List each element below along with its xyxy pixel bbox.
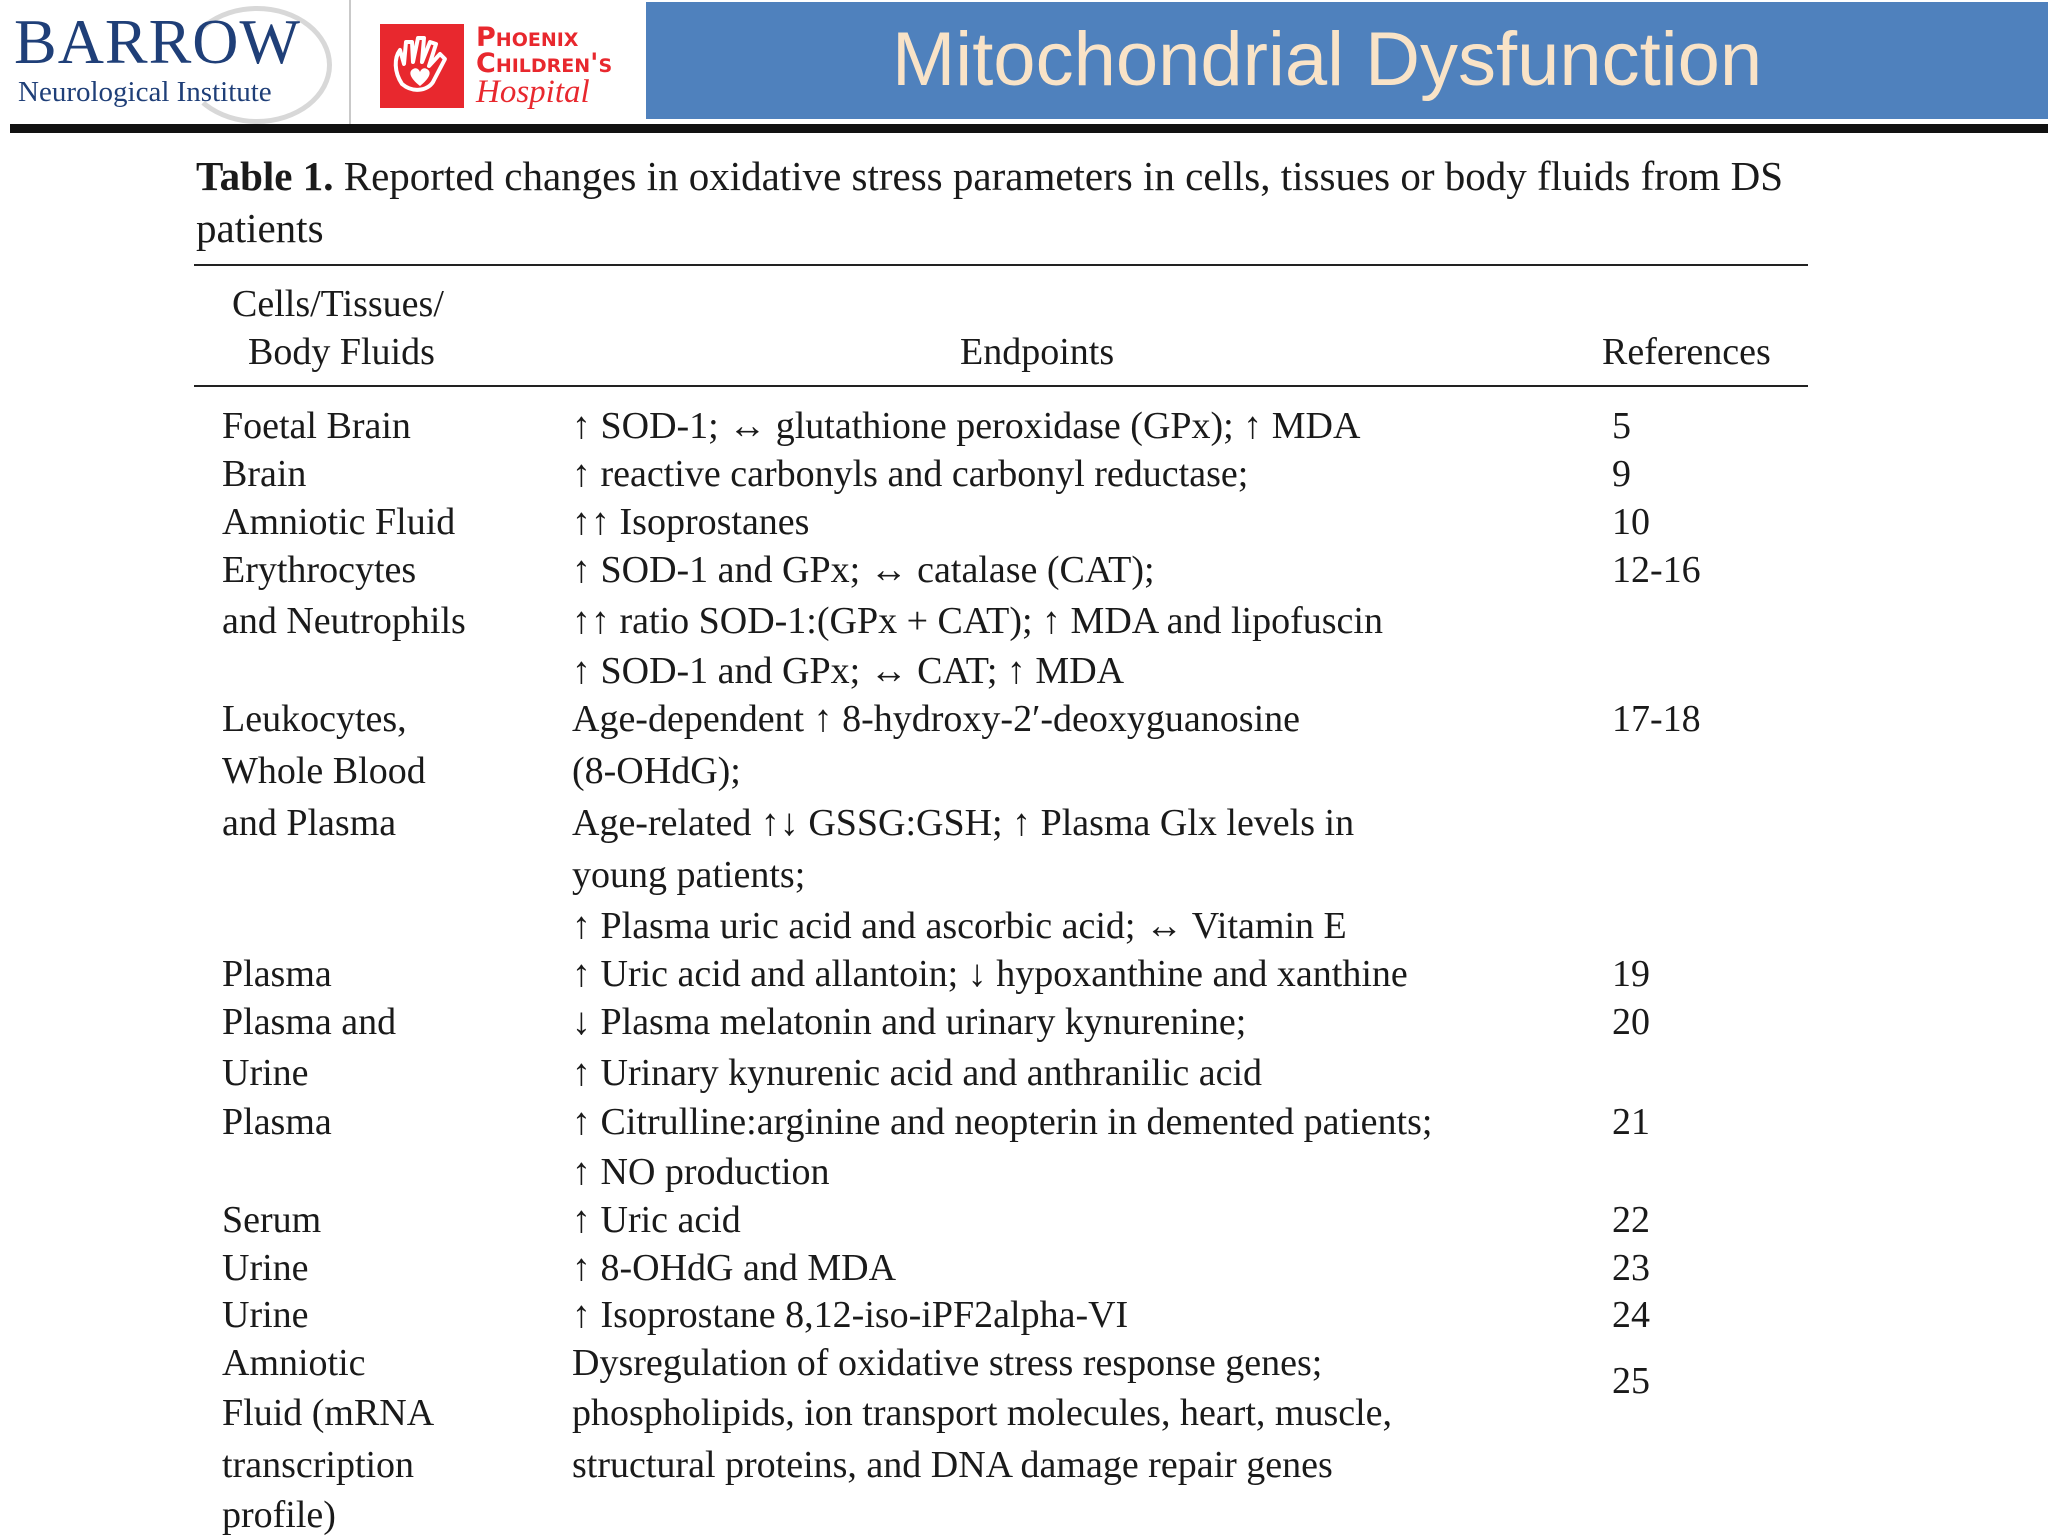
row-endpoint: ↑ reactive carbonyls and carbonyl reductase; [572, 453, 1249, 495]
hand-heart-icon [380, 24, 464, 108]
header-cells-tissues [232, 280, 444, 376]
table-caption [196, 150, 1836, 254]
row-endpoint: ↑ Uric acid [572, 1199, 741, 1241]
row-endpoint: ↑↑ Isoprostanes [572, 501, 810, 543]
row-reference: 5 [1612, 405, 1631, 447]
row-reference: 12-16 [1612, 549, 1701, 591]
row-reference: 23 [1612, 1247, 1650, 1289]
row-reference: 20 [1612, 1001, 1650, 1043]
row-endpoint: phospholipids, ion transport molecules, heart, muscle, [572, 1392, 1393, 1434]
row-cells: Urine [222, 1294, 309, 1336]
header-endpoints: Endpoints [960, 331, 1115, 373]
row-reference: 25 [1612, 1360, 1650, 1402]
row-reference: 9 [1612, 453, 1631, 495]
table-caption-text: Reported changes in oxidative stress parameters in cells, tissues or body fluids from DS patients [196, 153, 1783, 251]
row-reference: 24 [1612, 1294, 1650, 1336]
row-cells: profile) [222, 1494, 336, 1536]
row-endpoint: Age-related ↑↓ GSSG:GSH; ↑ Plasma Glx levels in [572, 802, 1355, 844]
row-endpoint: Age-dependent ↑ 8-hydroxy-2′-deoxyguanosine [572, 698, 1300, 740]
row-endpoint: ↑ Urinary kynurenic acid and anthranilic acid [572, 1052, 1263, 1094]
row-endpoint: ↑ Citrulline:arginine and neopterin in demented patients; [572, 1101, 1433, 1143]
row-endpoint: ↑ SOD-1; ↔ glutathione peroxidase (GPx); ↑ MDA [572, 405, 1361, 447]
logo-divider [349, 0, 351, 130]
barrow-logo-name: BARROW [14, 6, 301, 77]
row-cells: Serum [222, 1199, 322, 1241]
header-rule [10, 124, 2048, 133]
table-header-rule [194, 385, 1808, 387]
slide-title: Mitochondrial Dysfunction [892, 17, 1763, 102]
header-cells-line2: Body Fluids [248, 331, 435, 373]
row-endpoint: (8-OHdG); [572, 750, 741, 792]
row-endpoint: young patients; [572, 854, 806, 896]
row-endpoint: ↑ Isoprostane 8,12-iso-iPF2alpha-VI [572, 1294, 1129, 1336]
row-cells: Plasma [222, 953, 332, 995]
row-endpoint: ↑ SOD-1 and GPx; ↔ CAT; ↑ MDA [572, 650, 1125, 692]
row-endpoint: ↑ NO production [572, 1151, 830, 1193]
row-endpoint: ↑ Uric acid and allantoin; ↓ hypoxanthine and xanthine [572, 953, 1408, 995]
row-reference: 17-18 [1612, 698, 1701, 740]
pch-logo-line3: Hospital [476, 74, 590, 110]
row-cells: and Plasma [222, 802, 397, 844]
row-cells: Amniotic Fluid [222, 501, 456, 543]
row-reference: 10 [1612, 501, 1650, 543]
row-cells: transcription [222, 1444, 415, 1486]
phoenix-childrens-logo [380, 20, 640, 116]
row-cells: Foetal Brain [222, 405, 411, 447]
row-reference: 19 [1612, 953, 1650, 995]
row-endpoint: structural proteins, and DNA damage repair genes [572, 1444, 1333, 1486]
row-cells: Brain [222, 453, 307, 495]
header-references: References [1602, 331, 1771, 373]
slide-header [0, 0, 2048, 132]
pch-logo-line1: Phoenix [476, 22, 579, 53]
barrow-logo [14, 4, 344, 132]
row-cells: Amniotic [222, 1342, 366, 1384]
row-reference: 21 [1612, 1101, 1650, 1143]
row-reference: 22 [1612, 1199, 1650, 1241]
row-endpoint: ↑ 8-OHdG and MDA [572, 1247, 897, 1289]
table-caption-label: Table 1. [196, 153, 334, 199]
table-top-rule [194, 264, 1808, 266]
row-endpoint: Dysregulation of oxidative stress response genes; [572, 1342, 1323, 1384]
row-cells: Plasma and [222, 1001, 397, 1043]
row-cells: Urine [222, 1247, 309, 1289]
row-cells: Whole Blood [222, 750, 426, 792]
row-cells: Urine [222, 1052, 309, 1094]
row-cells: and Neutrophils [222, 600, 466, 642]
row-cells: Leukocytes, [222, 698, 407, 740]
row-endpoint: ↑↑ ratio SOD-1:(GPx + CAT); ↑ MDA and lipofuscin [572, 600, 1383, 642]
row-cells: Erythrocytes [222, 549, 417, 591]
row-endpoint: ↑ Plasma uric acid and ascorbic acid; ↔ Vitamin E [572, 905, 1347, 947]
row-cells: Fluid (mRNA [222, 1392, 435, 1434]
barrow-logo-subtitle: Neurological Institute [18, 76, 272, 108]
header-cells-line1: Cells/Tissues/ [232, 283, 444, 325]
row-endpoint: ↓ Plasma melatonin and urinary kynurenine; [572, 1001, 1247, 1043]
row-cells: Plasma [222, 1101, 332, 1143]
row-endpoint: ↑ SOD-1 and GPx; ↔ catalase (CAT); [572, 549, 1155, 591]
title-bar [646, 2, 2048, 119]
pch-logo-line2: Children's [476, 48, 613, 79]
